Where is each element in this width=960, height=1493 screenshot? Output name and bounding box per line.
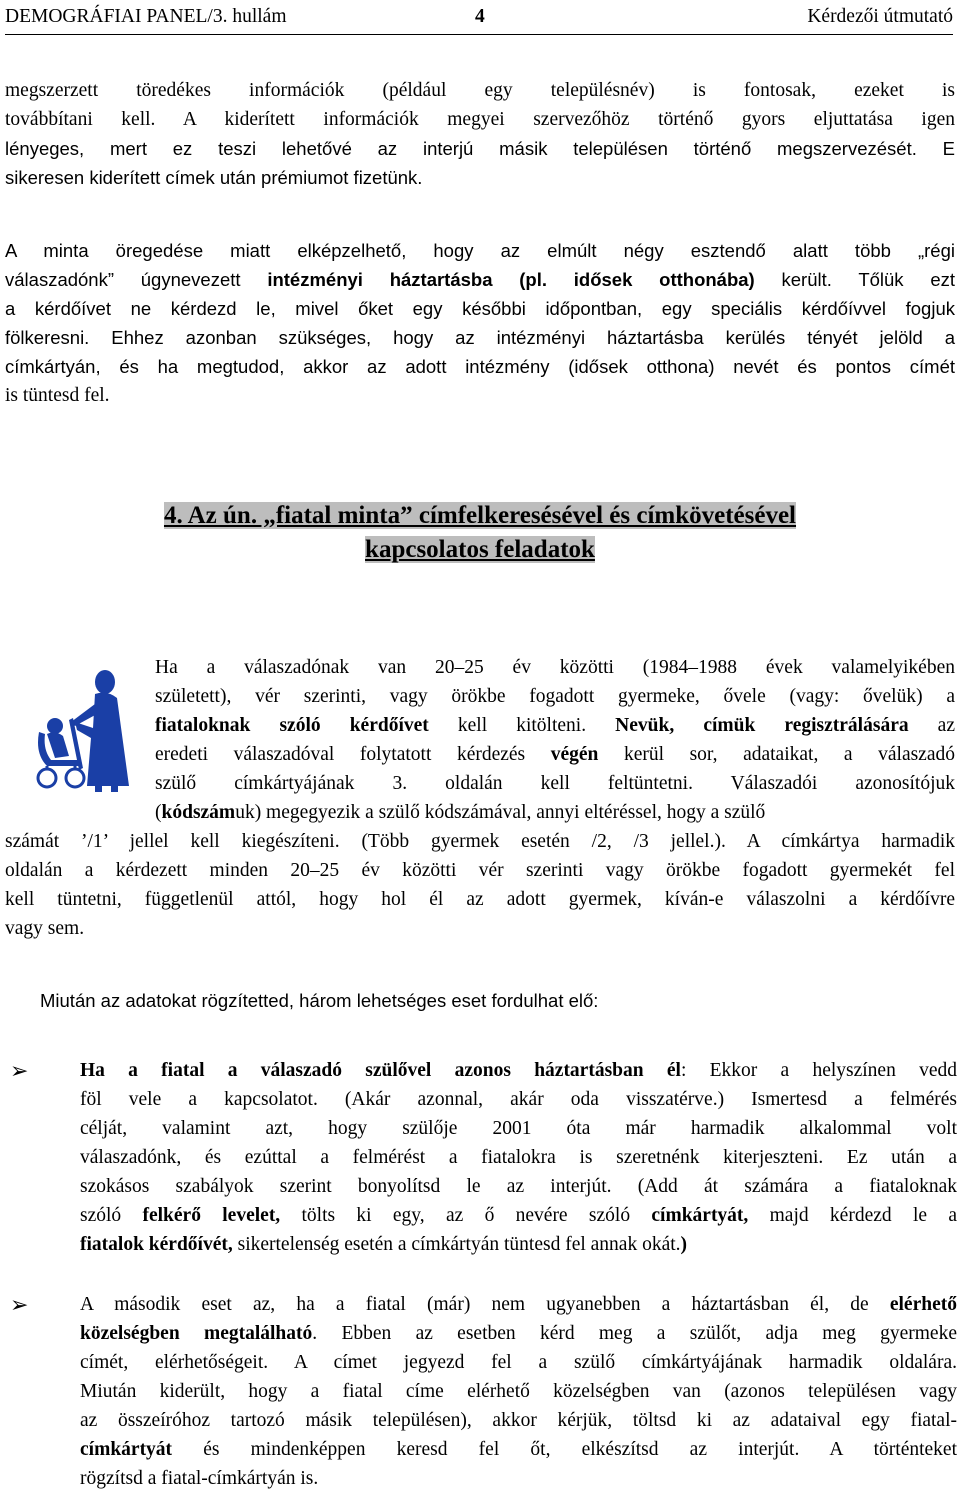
text-run: uk) megegyezik a szülő kódszámával, annyi eltéréssel, hogy a szülő	[235, 802, 766, 823]
text-line: vagy sem.	[5, 918, 85, 939]
text-run: tölts ki egy, az ő nevére szóló	[280, 1205, 652, 1226]
bold-end: végén	[550, 744, 599, 765]
text-line: címét, elérhetőségeit. A címet jegyezd fel a szülő címkártyájának harmadik oldalára.	[80, 1352, 957, 1373]
header-document-type: Kérdezői útmutató	[807, 6, 953, 27]
paragraph-young-sample-continued	[5, 827, 955, 943]
text-line: rögzítsd a fiatal-címkártyán is.	[80, 1468, 319, 1489]
text-line	[80, 1319, 957, 1348]
text-line	[155, 711, 955, 740]
bullet-same-household	[80, 1056, 957, 1259]
person-with-stroller-icon	[25, 668, 143, 794]
header-title: DEMOGRÁFIAI PANEL/3. hullám	[5, 6, 287, 27]
text-line: oldalán a kérdezett minden 20–25 év közötti vér szerinti vagy örökbe fogadott gyermekét fel	[5, 860, 955, 881]
text-run: kell kitölteni.	[428, 715, 616, 736]
text-line: Miután az adatokat rögzítetted, három lehetséges eset fordulhat elő:	[40, 990, 599, 1011]
text-line: föl vele a kapcsolatot. (Akár azonnal, akár oda visszatérve.) Ismertesd a felmérés	[80, 1089, 957, 1110]
bold-request-letter: felkérő levelet,	[142, 1205, 281, 1226]
text-line: a kérdőívet ne kérdezd le, mivel őket egy későbbi időpontban, egy speciális kérdőívvel fogjuk	[5, 298, 955, 319]
bold-address-card: címkártyát,	[651, 1205, 749, 1226]
text-line: továbbítani kell. A kiderített információk megyei szervezőhöz történő gyors eljuttatása igen	[5, 109, 955, 130]
text-line: szülő címkártyájának 3. oldalán kell feltüntetni. Válaszadói azonosítójuk	[155, 773, 955, 794]
text-line: címkártyán, és ha megtudod, akkor az adott intézmény (idősek otthona) nevét és pontos címét	[5, 356, 955, 377]
paragraph-institutional-household	[5, 236, 955, 410]
heading-line-1: 4. Az ún. „fiatal minta” címfelkeresésével és címkövetésével	[163, 502, 797, 529]
text-line: számát ’/1’ jellel kell kiegészíteni. (Több gyermek esetén /2, /3 jellel.). A címkártya harmadik	[5, 831, 955, 852]
text-line: lényeges, mert ez teszi lehetővé az interjú másik településen történő megszervezését. E	[5, 138, 955, 159]
text-line	[155, 740, 955, 769]
text-run: : Ekkor a helyszínen vedd	[680, 1060, 957, 1081]
text-line: megszerzett töredékes információk (például egy településnév) is fontosak, ezeket is	[5, 80, 955, 101]
bold-code-number: kódszám	[161, 802, 236, 823]
bold-nearby: közelségben megtalálható	[80, 1323, 313, 1344]
text-line: született), vér szerinti, vagy örökbe fogadott gyermeke, ővele (vagy: ővelük) a	[155, 686, 955, 707]
text-run: az	[908, 715, 955, 736]
text-line: válaszadónk, és ezúttal a felmérést a fiatalokra is szeretnénk kiterjeszteni. Ez után a	[80, 1147, 957, 1168]
bullet-different-household	[80, 1290, 957, 1493]
text-run: . Ebben az esetben kérd meg a szülőt, adja meg gyermeke	[312, 1323, 957, 1344]
text-line	[155, 798, 955, 827]
text-run: majd kérdezd le a	[748, 1205, 957, 1226]
bold-youth-questionnaire-2: fiatalok kérdőívét,	[80, 1234, 233, 1255]
text-run: (	[155, 802, 162, 823]
text-run: válaszadónk” úgynevezett	[5, 269, 268, 290]
text-line	[80, 1290, 957, 1319]
paragraph-young-sample-indented	[155, 653, 955, 827]
text-line: célját, valamint azt, hogy szülője 2001 óta már harmadik alkalommal volt	[80, 1118, 957, 1139]
text-run: kerül sor, adataikat, a válaszadó	[598, 744, 955, 765]
text-run: és mindenképpen keresd fel őt, elkészítsd az interjút. A történteket	[172, 1439, 957, 1460]
text-line: is tüntesd fel.	[5, 385, 110, 406]
page-number: 4	[475, 6, 485, 27]
text-run: szóló	[80, 1205, 143, 1226]
text-line: sikeresen kiderített címek után prémiumot fizetünk.	[5, 167, 423, 188]
bold-name-address-registration: Nevük, címük regisztrálására	[615, 715, 909, 736]
text-run: eredeti válaszadóval folytatott kérdezés	[155, 744, 551, 765]
heading-line-2: kapcsolatos feladatok	[365, 536, 595, 563]
text-line: kell tüntetni, függetlenül attól, hogy hol él az adott gyermek, kíván-e válaszolni a kérdőívre	[5, 889, 955, 910]
paragraph-three-cases	[40, 986, 940, 1015]
text-line: az összeíróhoz tartozó másik településen), akkor kérjük, töltsd ki az adataival egy fiatal-	[80, 1410, 957, 1431]
text-line: Miután kiderült, hogy a fiatal címe elérhető közelségben van (azonos településen vagy	[80, 1381, 957, 1402]
text-line: Ha a válaszadónak van 20–25 év közötti (1984–1988 évek valamelyikében	[155, 657, 955, 678]
text-run: sikertelenség esetén a címkártyán tüntesd fel annak okát.	[232, 1234, 681, 1255]
bullet-arrow-icon: ➢	[10, 1058, 29, 1083]
paragraph-premium-info	[5, 76, 955, 192]
bold-young-address-card: címkártyát	[80, 1439, 173, 1460]
text-run: A második eset az, ha a fiatal (már) nem ugyanebben a háztartásban él, de	[80, 1294, 890, 1315]
text-line	[80, 1230, 957, 1259]
page-header	[5, 4, 953, 35]
text-line	[80, 1435, 957, 1464]
text-line: fölkeresni. Ehhez azonban szükséges, hogy az intézményi háztartásba kerülés tényét jelöld a	[5, 327, 955, 348]
text-line	[80, 1056, 957, 1085]
bold-reachable: elérhető	[889, 1294, 957, 1315]
bullet-arrow-icon: ➢	[10, 1292, 29, 1317]
section-heading	[0, 499, 960, 567]
bold-same-household: Ha a fiatal a válaszadó szülővel azonos háztartásban él	[80, 1060, 681, 1081]
text-line	[80, 1201, 957, 1230]
text-line: A minta öregedése miatt elképzelhető, hogy az elmúlt négy esztendő alatt több „régi	[5, 240, 955, 261]
bold-institutional-household: intézményi háztartásba (pl. idősek otthonába)	[267, 269, 755, 290]
text-line: szokásos szabályok szerint bonyolítsd le az interjút. (Add át számára a fiataloknak	[80, 1176, 957, 1197]
text-run: került. Tőlük ezt	[754, 269, 956, 290]
text-run: )	[680, 1234, 688, 1255]
text-line	[5, 265, 955, 294]
bold-youth-questionnaire: fiataloknak szóló kérdőívet	[155, 715, 429, 736]
